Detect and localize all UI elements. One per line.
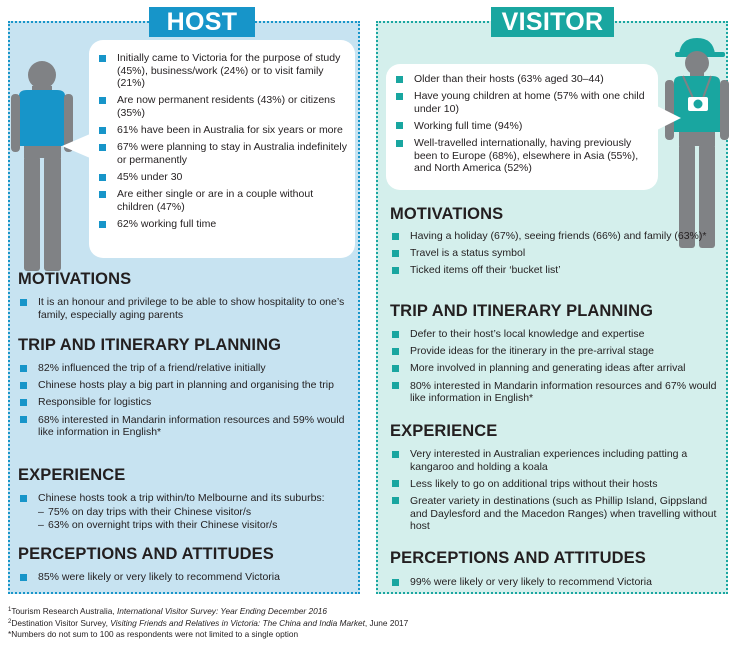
list-item: 99% were likely or very likely to recommend Victoria: [390, 576, 722, 589]
list-item: 45% under 30: [97, 171, 349, 184]
list-item: 67% were planning to stay in Australia indefinitely or permanently: [97, 141, 349, 166]
list-item: Have young children at home (57% with one child under 10): [394, 90, 652, 115]
host-profile-bubble: [89, 40, 355, 258]
list-item: More involved in planning and generating ideas after arrival: [390, 362, 722, 375]
footnotes: [8, 606, 408, 641]
visitor-bubble-tail: [657, 106, 681, 130]
footnote-1: $^1$Tourism Research Australia, International Visitor Survey: Year Ending December 2016: [8, 606, 327, 616]
host-motivations-heading: MOTIVATIONS: [18, 270, 132, 288]
list-item: Are either single or are in a couple without children (47%): [97, 188, 349, 213]
host-experience-sublist: [38, 506, 352, 532]
list-item: Well-travelled internationally, having previously been to Europe (68%), elsewhere in Asia (55%), and North America (52%): [394, 137, 652, 175]
list-item: Ticked items off their ‘bucket list’: [390, 264, 722, 277]
list-item: Defer to their host’s local knowledge and expertise: [390, 328, 722, 341]
sub-list-item: – 75% on day trips with their Chinese visitor/s: [38, 506, 352, 519]
host-perceptions-heading: PERCEPTIONS AND ATTITUDES: [18, 545, 274, 563]
list-item: 62% working full time: [97, 218, 349, 231]
visitor-profile-list: [394, 73, 652, 180]
list-item: [18, 492, 352, 532]
tourist-with-camera-icon: [663, 36, 731, 256]
visitor-perceptions-list: [390, 576, 722, 593]
visitor-profile-bubble: [386, 64, 658, 190]
list-item: 85% were likely or very likely to recommend Victoria: [18, 571, 352, 584]
list-item: It is an honour and privilege to be able to show hospitality to one’s family, especially aging parents: [18, 296, 352, 321]
list-item: Initially came to Victoria for the purpose of study (45%), business/work (24%) or to visit family (21%): [97, 52, 349, 90]
list-item: Older than their hosts (63% aged 30–44): [394, 73, 652, 86]
list-item: Less likely to go on additional trips without their hosts: [390, 478, 722, 491]
visitor-motivations-heading: MOTIVATIONS: [390, 205, 504, 223]
host-profile-list: [97, 52, 349, 235]
list-item: Working full time (94%): [394, 120, 652, 133]
visitor-trip-planning-list: [390, 328, 722, 409]
visitor-experience-heading: EXPERIENCE: [390, 422, 498, 440]
person-icon: [11, 60, 75, 280]
list-item: 61% have been in Australia for six years or more: [97, 124, 349, 137]
sub-list-item: – 63% on overnight trips with their Chinese visitor/s: [38, 519, 352, 532]
host-title: HOST: [149, 7, 255, 37]
host-experience-list: [18, 492, 352, 536]
visitor-trip-planning-heading: TRIP AND ITINERARY PLANNING: [390, 302, 654, 320]
footnote-2: $^2$Destination Visitor Survey, Visiting Friends and Relatives in Victoria: The China and India Market, June 2017: [8, 617, 409, 628]
host-perceptions-list: [18, 571, 352, 588]
host-trip-planning-list: [18, 362, 352, 443]
list-item: Having a holiday (67%), seeing friends (66%) and family (63%)*: [390, 230, 722, 243]
list-item: 80% interested in Mandarin information resources and 67% would like information in English*: [390, 380, 722, 405]
host-motivations-list: [18, 296, 352, 326]
list-item: Responsible for logistics: [18, 396, 352, 409]
list-item: Provide ideas for the itinerary in the pre-arrival stage: [390, 345, 722, 358]
list-item: 82% influenced the trip of a friend/relative initially: [18, 362, 352, 375]
footnote-3: *Numbers do not sum to 100 as respondents were not limited to a single option: [8, 629, 299, 639]
visitor-title: VISITOR: [491, 7, 614, 37]
visitor-perceptions-heading: PERCEPTIONS AND ATTITUDES: [390, 549, 646, 567]
list-item: Very interested in Australian experiences including patting a kangaroo and holding a koala: [390, 448, 722, 473]
list-item: Chinese hosts play a big part in planning and organising the trip: [18, 379, 352, 392]
list-item: 68% interested in Mandarin information resources and 59% would like information in English*: [18, 414, 352, 439]
list-item: Greater variety in destinations (such as Phillip Island, Gippsland and Daylesford and the Macedon Ranges) when travelling without host: [390, 495, 722, 533]
list-item: Are now permanent residents (43%) or citizens (35%): [97, 94, 349, 119]
experience-item-text: Chinese hosts took a trip within/to Melbourne and its suburbs:: [38, 492, 325, 504]
list-item: Travel is a status symbol: [390, 247, 722, 260]
host-trip-planning-heading: TRIP AND ITINERARY PLANNING: [18, 336, 282, 354]
host-bubble-tail: [62, 134, 90, 158]
visitor-experience-list: [390, 448, 722, 537]
visitor-motivations-list: [390, 230, 722, 282]
host-experience-heading: EXPERIENCE: [18, 466, 126, 484]
